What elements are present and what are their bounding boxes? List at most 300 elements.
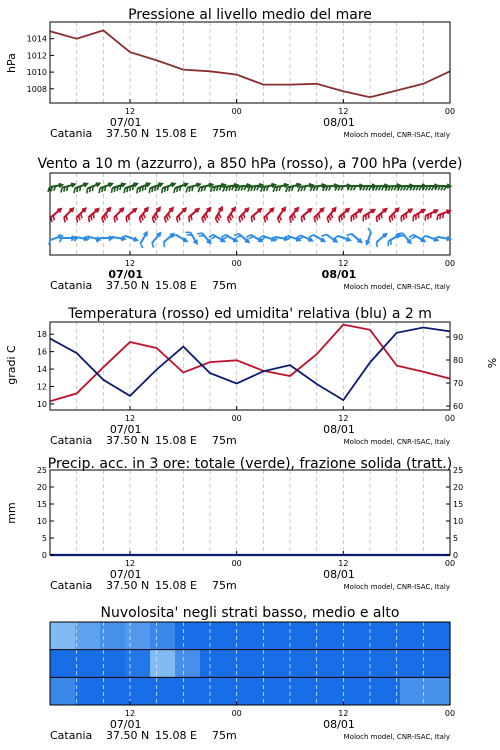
wind-barb-850-hPa bbox=[290, 208, 298, 223]
x-tick-label: 00 bbox=[231, 709, 242, 718]
wind-barb-feather bbox=[154, 216, 156, 221]
wind-barb-feather bbox=[339, 217, 340, 222]
cloud-cell bbox=[200, 650, 226, 678]
wind-barb-feather bbox=[53, 215, 54, 220]
wind-barb-feather bbox=[164, 242, 165, 247]
cloud-cell bbox=[100, 677, 126, 705]
wind-barb-feather bbox=[104, 216, 106, 221]
wind-barb-feather bbox=[294, 213, 296, 218]
location-elev: 75m bbox=[212, 127, 237, 140]
wind-barb-feather bbox=[180, 186, 181, 191]
wind-barb-850-hPa bbox=[314, 208, 323, 222]
wind-barb-feather bbox=[286, 187, 288, 192]
cloud-cell bbox=[400, 622, 426, 650]
wind-barb-feather bbox=[152, 243, 154, 248]
cloud-cell bbox=[350, 650, 376, 678]
wind-barb-feather bbox=[49, 240, 50, 245]
wind-barb-feather bbox=[376, 217, 377, 222]
wind-barb-feather bbox=[79, 216, 80, 221]
cloud-cell bbox=[50, 622, 76, 650]
wind-barb-shaft bbox=[152, 233, 160, 243]
wind-barb-850-hPa bbox=[139, 208, 147, 223]
wind-barb-feather bbox=[124, 188, 125, 193]
wind-barb-shaft bbox=[264, 208, 273, 217]
wind-barb-850-hPa bbox=[152, 208, 160, 223]
wind-barb-feather bbox=[114, 187, 115, 192]
cloud-cell bbox=[150, 622, 176, 650]
wind-barb-feather bbox=[189, 217, 190, 222]
x-tick-label: 12 bbox=[338, 709, 349, 718]
wind-barb-feather bbox=[211, 236, 215, 239]
date-label: 08/01 bbox=[321, 268, 357, 281]
wind-barb-700-hPa bbox=[87, 183, 100, 193]
x-tick-label: 12 bbox=[124, 259, 136, 268]
humidity-y-axis-label: % bbox=[485, 357, 498, 369]
location-lat: 37.50 N bbox=[106, 579, 150, 592]
wind-barb-feather bbox=[141, 216, 143, 221]
location-elev: 75m bbox=[212, 579, 237, 592]
wind-barb-feather bbox=[89, 217, 90, 222]
cloud-cell bbox=[250, 650, 276, 678]
wind-barb-feather bbox=[202, 218, 204, 223]
x-tick-label: 00 bbox=[444, 709, 456, 718]
wind-barb-10-m bbox=[376, 234, 386, 247]
wind-barb-shaft bbox=[114, 208, 123, 217]
wind-barb-feather bbox=[221, 235, 225, 238]
wind-barb-10-m bbox=[388, 235, 399, 247]
cloud-cell bbox=[250, 677, 276, 705]
model-credit: Moloch model, CNR-ISAC, Italy bbox=[343, 131, 450, 139]
wind-barb-feather bbox=[74, 188, 75, 193]
wind-barb-feather bbox=[314, 218, 315, 223]
cloud-cell bbox=[175, 677, 201, 705]
wind-barb-feather bbox=[243, 213, 244, 218]
temp-y-tick-label: 14 bbox=[36, 365, 47, 375]
precip-y-tick-label: 10 bbox=[36, 517, 47, 526]
cloud-cell bbox=[225, 622, 251, 650]
x-tick-label: 12 bbox=[338, 107, 349, 116]
wind-barb-feather bbox=[381, 213, 382, 218]
pressure-y-tick-label: 1014 bbox=[26, 34, 47, 44]
date-label: 08/01 bbox=[323, 116, 355, 129]
x-tick-label: 12 bbox=[124, 709, 136, 718]
x-tick-label: 00 bbox=[444, 259, 456, 268]
wind-barb-850-hPa bbox=[239, 208, 248, 222]
wind-barb-feather bbox=[149, 188, 150, 193]
x-tick-label: 00 bbox=[444, 107, 456, 116]
wind-barb-850-hPa bbox=[164, 208, 172, 223]
wind-barb-feather bbox=[217, 216, 220, 220]
wind-barb-feather bbox=[174, 188, 175, 193]
wind-barb-feather bbox=[266, 216, 267, 221]
wind-barb-feather bbox=[168, 213, 170, 218]
cloud-cell bbox=[225, 677, 251, 705]
wind-barb-850-hPa bbox=[76, 208, 85, 222]
wind-barb-850-hPa bbox=[327, 208, 335, 223]
temp-y-tick-label: 16 bbox=[36, 347, 47, 357]
wind-barb-feather bbox=[216, 219, 219, 223]
wind-barb-feather bbox=[249, 236, 253, 239]
wind-barb-700-hPa bbox=[111, 183, 124, 193]
cloud-cell bbox=[200, 622, 226, 650]
cloud-cell bbox=[425, 650, 451, 678]
wind-barb-feather bbox=[76, 218, 77, 223]
wind-barb-850-hPa bbox=[177, 208, 186, 222]
wind-barb-feather bbox=[120, 185, 121, 190]
wind-barb-feather bbox=[66, 216, 67, 221]
wind-barb-feather bbox=[177, 187, 178, 192]
humidity-line bbox=[50, 328, 450, 401]
wind-barb-feather bbox=[114, 218, 115, 223]
wind-barb-feather bbox=[116, 216, 117, 221]
cloud-cell bbox=[125, 650, 151, 678]
wind-barb-700-hPa bbox=[162, 183, 175, 193]
location-lat: 37.50 N bbox=[106, 434, 150, 447]
location-elev: 75m bbox=[212, 434, 237, 447]
wind-barb-700-hPa bbox=[99, 183, 112, 193]
wind-barb-feather bbox=[90, 187, 91, 192]
wind-barb-feather bbox=[344, 213, 345, 218]
cloud-cell bbox=[425, 622, 451, 650]
wind-barb-feather bbox=[105, 186, 106, 191]
wind-barb-feather bbox=[437, 215, 438, 220]
cloud-cell bbox=[50, 650, 76, 678]
precip-chart-title: Precip. acc. in 3 ore: totale (verde), frazione solida (tratt.) bbox=[47, 456, 453, 472]
wind-barb-850-hPa bbox=[401, 209, 412, 221]
x-tick-label: 12 bbox=[124, 559, 136, 568]
model-credit: Moloch model, CNR-ISAC, Italy bbox=[343, 733, 450, 741]
temp-y-tick-label: 18 bbox=[36, 330, 47, 340]
wind-barb-shaft bbox=[164, 234, 174, 242]
model-credit: Moloch model, CNR-ISAC, Italy bbox=[343, 583, 450, 591]
wind-barb-feather bbox=[133, 185, 134, 190]
cloud-cell bbox=[400, 650, 426, 678]
wind-barb-700-hPa bbox=[74, 183, 87, 193]
wind-barb-feather bbox=[162, 188, 163, 193]
x-tick-label: 00 bbox=[231, 107, 242, 116]
wind-barb-feather bbox=[102, 187, 103, 192]
wind-barb-850-hPa bbox=[51, 209, 61, 222]
wind-barb-850-hPa bbox=[339, 209, 349, 222]
wind-barb-feather bbox=[143, 186, 144, 191]
wind-barb-850-hPa bbox=[301, 209, 311, 222]
cloud-cell bbox=[325, 677, 351, 705]
wind-barb-feather bbox=[111, 188, 112, 193]
wind-barb-feather bbox=[177, 218, 178, 223]
precip-y2-tick-label: 0 bbox=[453, 551, 459, 560]
wind-barb-700-hPa bbox=[174, 183, 187, 193]
wind-barb-feather bbox=[389, 218, 390, 223]
temp-y-tick-label: 12 bbox=[36, 382, 47, 392]
wind-barb-feather bbox=[158, 185, 159, 190]
wind-barb-feather bbox=[93, 213, 94, 218]
wind-barb-feather bbox=[130, 186, 131, 191]
precip-y-tick-label: 15 bbox=[36, 500, 47, 509]
precip-y2-tick-label: 15 bbox=[453, 500, 464, 509]
wind-barb-shaft bbox=[64, 208, 73, 217]
wind-barb-feather bbox=[126, 217, 127, 222]
wind-barb-feather bbox=[165, 187, 166, 192]
wind-barb-shaft bbox=[189, 209, 199, 217]
humidity-y-tick-label: 80 bbox=[453, 356, 464, 366]
wind-chart-title: Vento a 10 m (azzurro), a 850 hPa (rosso), a 700 hPa (verde) bbox=[37, 156, 463, 172]
wind-barb-feather bbox=[278, 218, 280, 223]
wind-barb-feather bbox=[394, 213, 395, 218]
wind-barb-feather bbox=[92, 186, 93, 191]
cloud-cell bbox=[150, 650, 176, 678]
location-elev: 75m bbox=[212, 279, 237, 292]
location-lat: 37.50 N bbox=[106, 127, 150, 140]
wind-barb-feather bbox=[412, 236, 416, 239]
precip-y-tick-label: 20 bbox=[36, 483, 47, 492]
humidity-y-tick-label: 70 bbox=[453, 379, 464, 389]
location-elev: 75m bbox=[212, 729, 237, 742]
wind-barb-feather bbox=[137, 188, 138, 193]
wind-barb-feather bbox=[165, 218, 167, 223]
temperature-line bbox=[50, 325, 450, 402]
humidity-y-tick-label: 90 bbox=[453, 332, 464, 342]
cloud-cell bbox=[250, 622, 276, 650]
pressure-plot-frame bbox=[50, 22, 450, 103]
cloud-cell bbox=[200, 677, 226, 705]
precip-y2-tick-label: 25 bbox=[453, 466, 464, 475]
wind-barb-shaft bbox=[251, 209, 261, 217]
wind-barb-feather bbox=[440, 214, 441, 219]
cloud-cell bbox=[275, 677, 301, 705]
location-lon: 15.08 E bbox=[155, 579, 197, 592]
wind-barb-feather bbox=[211, 187, 213, 192]
cloud-cell bbox=[275, 650, 301, 678]
wind-barb-850-hPa bbox=[126, 209, 136, 222]
wind-barb-shaft bbox=[177, 208, 186, 217]
wind-barb-700-hPa bbox=[149, 183, 162, 193]
wind-barb-feather bbox=[228, 218, 230, 223]
wind-barb-850-hPa bbox=[114, 208, 123, 222]
wind-barb-700-hPa bbox=[124, 183, 137, 193]
wind-barb-feather bbox=[143, 213, 145, 218]
date-label: 08/01 bbox=[323, 423, 355, 436]
wind-barb-10-m bbox=[164, 234, 174, 247]
wind-barb-feather bbox=[254, 215, 255, 220]
date-label: 07/01 bbox=[109, 568, 142, 581]
precip-y-tick-label: 25 bbox=[36, 466, 47, 475]
wind-barb-feather bbox=[251, 217, 252, 222]
cloud-cell bbox=[75, 622, 101, 650]
temp-chart-title: Temperatura (rosso) ed umidita' relativa (blu) a 2 m bbox=[68, 306, 432, 322]
x-tick-label: 12 bbox=[338, 414, 349, 423]
cloud-cell bbox=[225, 650, 251, 678]
temp-y-tick-label: 10 bbox=[36, 399, 47, 409]
wind-barb-feather bbox=[199, 235, 204, 236]
wind-barb-feather bbox=[401, 217, 402, 222]
date-label: 07/01 bbox=[108, 268, 143, 281]
wind-barb-850-hPa bbox=[389, 208, 398, 222]
wind-barb-feather bbox=[316, 216, 317, 221]
date-label: 08/01 bbox=[323, 568, 355, 581]
location-name: Catania bbox=[50, 729, 93, 742]
wind-barb-feather bbox=[140, 187, 141, 192]
wind-barb-feather bbox=[264, 218, 265, 223]
date-label: 07/01 bbox=[109, 718, 142, 731]
wind-barb-feather bbox=[299, 237, 303, 240]
wind-barb-feather bbox=[397, 233, 402, 234]
x-tick-label: 00 bbox=[231, 414, 242, 423]
wind-barb-feather bbox=[209, 235, 213, 238]
wind-barb-feather bbox=[206, 213, 208, 218]
x-tick-label: 00 bbox=[444, 559, 456, 568]
wind-barb-feather bbox=[198, 187, 200, 192]
wind-barb-shaft bbox=[202, 233, 210, 243]
wind-barb-feather bbox=[61, 188, 62, 193]
wind-barb-feather bbox=[331, 213, 333, 218]
wind-barb-shaft bbox=[51, 209, 61, 217]
wind-barb-feather bbox=[128, 215, 129, 220]
precip-y-tick-label: 5 bbox=[41, 534, 47, 543]
location-lon: 15.08 E bbox=[155, 279, 197, 292]
wind-barb-feather bbox=[155, 186, 156, 191]
wind-barb-feather bbox=[290, 218, 292, 223]
wind-barb-feather bbox=[261, 187, 263, 192]
wind-barb-feather bbox=[304, 215, 305, 220]
cloud-cell bbox=[275, 622, 301, 650]
cloud-cell bbox=[350, 677, 376, 705]
wind-barb-feather bbox=[145, 185, 146, 190]
wind-barb-feather bbox=[239, 218, 240, 223]
cloud-cell bbox=[125, 622, 151, 650]
wind-barb-shaft bbox=[301, 209, 311, 217]
location-name: Catania bbox=[50, 579, 93, 592]
wind-barb-10-m bbox=[171, 235, 187, 242]
precip-y2-tick-label: 20 bbox=[453, 483, 464, 492]
location-lat: 37.50 N bbox=[106, 279, 150, 292]
wind-barb-feather bbox=[197, 233, 202, 234]
wind-barb-feather bbox=[241, 216, 242, 221]
wind-barb-feather bbox=[301, 217, 302, 222]
wind-barb-feather bbox=[152, 187, 153, 192]
cloud-cell bbox=[150, 677, 176, 705]
wind-barb-850-hPa bbox=[425, 210, 437, 221]
wind-barb-feather bbox=[117, 186, 118, 191]
wind-barb-feather bbox=[204, 216, 206, 221]
wind-barb-850-hPa bbox=[215, 207, 222, 223]
wind-barb-feather bbox=[341, 215, 342, 220]
wind-barb-10-m bbox=[366, 228, 371, 244]
wind-barb-feather bbox=[327, 218, 329, 223]
wind-barb-feather bbox=[273, 187, 275, 192]
wind-barb-feather bbox=[229, 216, 231, 221]
wind-barb-feather bbox=[354, 215, 355, 220]
wind-barb-850-hPa bbox=[363, 210, 374, 222]
wind-barb-feather bbox=[51, 217, 52, 222]
cloud-cell bbox=[75, 650, 101, 678]
date-label: 08/01 bbox=[323, 718, 355, 731]
wind-barb-feather bbox=[166, 216, 168, 221]
pressure-y-axis-label: hPa bbox=[5, 53, 18, 73]
wind-barb-850-hPa bbox=[64, 208, 73, 222]
cloud-cell bbox=[425, 677, 451, 705]
wind-barb-850-hPa bbox=[437, 210, 450, 220]
x-tick-label: 12 bbox=[124, 414, 136, 423]
model-credit: Moloch model, CNR-ISAC, Italy bbox=[343, 283, 450, 291]
location-lon: 15.08 E bbox=[155, 729, 197, 742]
precip-y2-tick-label: 10 bbox=[453, 517, 464, 526]
location-lat: 37.50 N bbox=[106, 729, 150, 742]
pressure-line bbox=[50, 30, 450, 97]
pressure-y-tick-label: 1008 bbox=[26, 84, 47, 94]
wind-barb-feather bbox=[399, 235, 404, 236]
wind-barb-feather bbox=[106, 213, 108, 218]
wind-barb-feather bbox=[236, 236, 241, 238]
wind-barb-feather bbox=[64, 218, 65, 223]
pressure-y-tick-label: 1012 bbox=[26, 51, 47, 61]
wind-barb-850-hPa bbox=[351, 209, 362, 221]
location-lon: 15.08 E bbox=[155, 127, 197, 140]
wind-barb-feather bbox=[156, 213, 158, 218]
wind-barb-shaft bbox=[351, 234, 361, 242]
wind-barb-850-hPa bbox=[189, 209, 199, 222]
wind-barb-feather bbox=[179, 216, 180, 221]
precip-y2-tick-label: 5 bbox=[453, 534, 459, 543]
wind-barb-feather bbox=[409, 235, 413, 238]
wind-barb-shaft bbox=[126, 209, 136, 217]
wind-barb-feather bbox=[191, 215, 192, 220]
wind-barb-feather bbox=[292, 216, 294, 221]
wind-barb-850-hPa bbox=[202, 208, 210, 223]
wind-barb-feather bbox=[329, 216, 331, 221]
wind-barb-feather bbox=[309, 235, 313, 238]
wind-barb-feather bbox=[443, 213, 444, 218]
wind-barb-feather bbox=[87, 188, 88, 193]
wind-barb-feather bbox=[48, 187, 50, 192]
cloud-chart-title: Nuvolosita' negli strati basso, medio e alto bbox=[100, 605, 400, 621]
wind-barb-850-hPa bbox=[413, 210, 424, 222]
wind-barb-feather bbox=[224, 236, 228, 239]
wind-barb-feather bbox=[77, 187, 78, 192]
cloud-cell bbox=[300, 677, 326, 705]
humidity-y-tick-label: 60 bbox=[453, 402, 464, 412]
cloud-cell bbox=[300, 622, 326, 650]
location-lon: 15.08 E bbox=[155, 434, 197, 447]
wind-barb-feather bbox=[139, 218, 141, 223]
cloud-cell bbox=[175, 650, 201, 678]
x-tick-label: 00 bbox=[444, 414, 456, 423]
wind-barb-850-hPa bbox=[89, 209, 99, 222]
location-name: Catania bbox=[50, 127, 93, 140]
cloud-cell bbox=[325, 622, 351, 650]
wind-barb-feather bbox=[219, 213, 222, 217]
cloud-cell bbox=[75, 677, 101, 705]
date-label: 07/01 bbox=[109, 116, 142, 129]
wind-barb-feather bbox=[246, 235, 250, 238]
wind-barb-10-m bbox=[84, 236, 100, 240]
wind-barb-feather bbox=[127, 187, 128, 192]
wind-barb-feather bbox=[186, 188, 187, 193]
wind-barb-feather bbox=[167, 186, 168, 191]
wind-barb-10-m bbox=[197, 233, 210, 243]
cloud-cell bbox=[125, 677, 151, 705]
wind-barb-feather bbox=[298, 187, 300, 192]
wind-barb-700-hPa bbox=[137, 183, 150, 193]
cloud-cell bbox=[100, 650, 126, 678]
precip-y-axis-label: mm bbox=[5, 502, 18, 524]
wind-barb-850-hPa bbox=[251, 209, 261, 222]
wind-barb-feather bbox=[279, 216, 281, 221]
wind-barb-feather bbox=[368, 228, 371, 232]
wind-barb-feather bbox=[319, 213, 320, 218]
x-tick-label: 00 bbox=[231, 559, 242, 568]
precip-plot-frame bbox=[50, 470, 450, 555]
pressure-chart-title: Pressione al livello medio del mare bbox=[128, 7, 372, 23]
